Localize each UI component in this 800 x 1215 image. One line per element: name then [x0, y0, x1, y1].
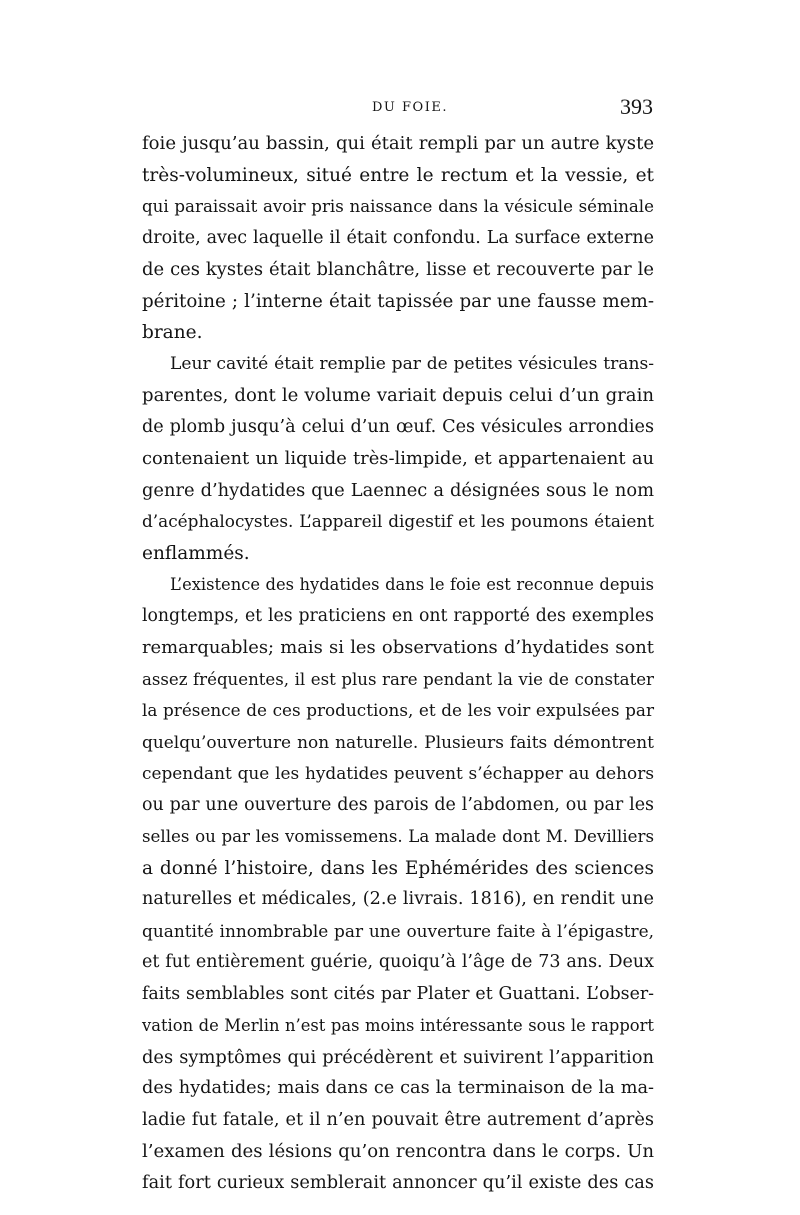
body-text	[142, 128, 654, 1199]
text-line: parentes, dont le volume variait depuis celui d’un grain	[142, 385, 654, 406]
text-line: a donné l’histoire, dans les Ephémérides des sciences	[142, 857, 654, 879]
text-line: de ces kystes était blanchâtre, lisse et recouverte par le	[142, 259, 654, 280]
text-line: quelqu’ouverture non naturelle. Plusieurs faits démontrent	[142, 731, 654, 752]
text-line: faits semblables sont cités par Plater et Guattani. L’obser-	[142, 983, 654, 1004]
text-line: des hydatides; mais dans ce cas la terminaison de la ma-	[142, 1078, 654, 1098]
text-line: l’examen des lésions qu’on rencontra dans le corps. Un	[142, 1141, 654, 1162]
text-line: des symptômes qui précédèrent et suivirent l’apparition	[142, 1046, 654, 1068]
text-line: selles ou par les vomissemens. La malade dont M. Devilliers	[142, 827, 654, 846]
text-line: remarquables; mais si les observations d’hydatides sont	[142, 637, 654, 658]
text-line: assez fréquentes, il est plus rare pendant la vie de constater	[142, 669, 654, 689]
text-line: de plomb jusqu’à celui d’un œuf. Ces vésicules arrondies	[142, 416, 654, 437]
text-line: quantité innombrable par une ouverture faite à l’épigastre,	[142, 920, 654, 941]
text-line: brane.	[142, 322, 203, 343]
text-line: enflammés.	[142, 542, 250, 564]
running-head: DU FOIE.	[372, 100, 448, 115]
page-header	[0, 94, 800, 126]
text-line: ladie fut fatale, et il n’en pouvait être autrement d’après	[142, 1109, 654, 1130]
text-line: et fut entièrement guérie, quoiqu’à l’âge de 73 ans. Deux	[142, 952, 654, 972]
text-line: droite, avec laquelle il était confondu. La surface externe	[142, 227, 654, 248]
text-line: genre d’hydatides que Laennec a désignées sous le nom	[142, 479, 654, 501]
text-line: foie jusqu’au bassin, qui était rempli par un autre kyste	[142, 133, 654, 154]
text-line: la présence de ces productions, et de les voir expulsées par	[142, 700, 654, 720]
text-line: péritoine ; l’interne était tapissée par une fausse mem-	[142, 290, 654, 312]
text-line: fait fort curieux semblerait annoncer qu’il existe des cas	[142, 1172, 654, 1193]
text-line: longtemps, et les praticiens en ont rapporté des exemples	[142, 605, 654, 626]
text-line: cependant que les hydatides peuvent s’échapper au dehors	[142, 763, 654, 783]
text-line: Leur cavité était remplie par de petites vésicules trans-	[170, 353, 654, 374]
page-number: 393	[620, 94, 653, 119]
text-line: L’existence des hydatides dans le foie est reconnue depuis	[170, 575, 654, 594]
text-line: contenaient un liquide très-limpide, et appartenaient au	[142, 448, 654, 469]
text-line: vation de Merlin n’est pas moins intéressante sous le rapport	[142, 1016, 654, 1035]
text-line: très-volumineux, situé entre le rectum et la vessie, et	[142, 164, 654, 186]
text-line: qui paraissait avoir pris naissance dans la vésicule séminale	[142, 197, 654, 216]
text-line: d’acéphalocystes. L’appareil digestif et les poumons étaient	[142, 511, 654, 531]
text-line: ou par une ouverture des parois de l’abdomen, ou par les	[142, 794, 654, 815]
text-line: naturelles et médicales, (2.e livrais. 1816), en rendit une	[142, 889, 654, 909]
